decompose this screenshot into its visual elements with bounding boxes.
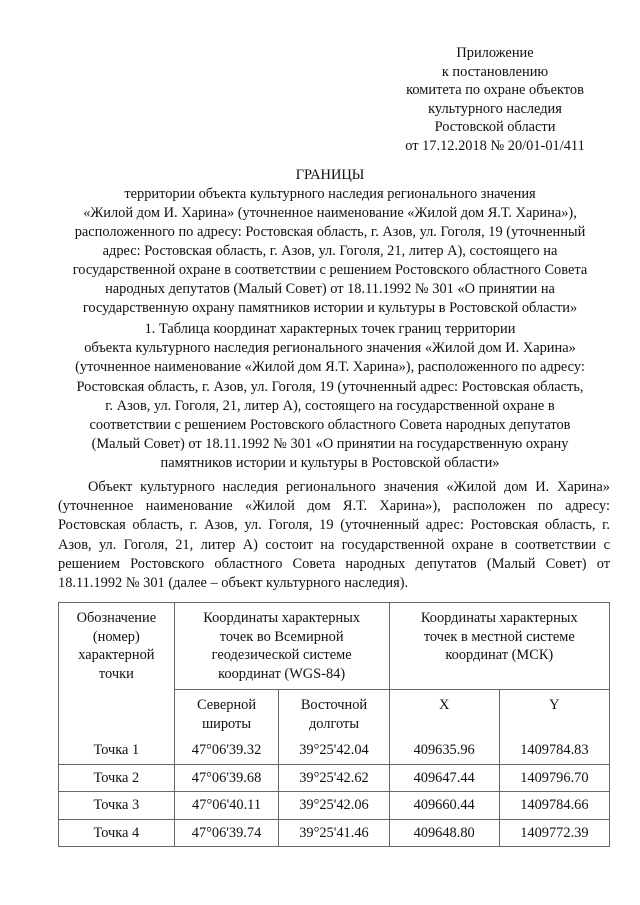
body-paragraph: Объект культурного наследия регионального значения «Жилой дом И. Харина» (уточненное наименование «Жилой дом Я.Т. Харина»), расположен по адресу: Ростовская область, г. Азов, ул. Гоголя, 19 (уточненный адрес: Ростовская область, г. Азов, ул. Гоголя, 21, литер А) состоит на государственной охране в соответствии с решением Ростовского областного Совета народных депутатов (Малый Совет) от 18.11.1992 № 301 (далее – объект культурного наследия). — [58, 479, 610, 592]
section-line: 1. Таблица координат характерных точек границ территории — [144, 321, 516, 337]
header-text: Координаты характерных — [203, 610, 361, 626]
title-line: государственную охрану памятников истории и культуры в Ростовской области» — [82, 300, 578, 316]
table-header-row — [59, 603, 610, 690]
header-text: Обозначение — [76, 610, 157, 626]
title-line: расположенного по адресу: Ростовская область, г. Азов, ул. Гоголя, 19 (уточненный — [74, 224, 586, 240]
body-paragraph-block — [58, 478, 610, 593]
cell-north: 47°06'39.74 — [174, 819, 279, 847]
table-row — [59, 792, 610, 820]
header-text: точек в местной системе — [423, 628, 575, 645]
subheader-text: Восточной — [300, 697, 368, 713]
subheader-empty — [59, 690, 175, 738]
cell-x: 409635.96 — [389, 737, 499, 764]
header-msk — [389, 603, 609, 690]
cell-x: 409648.80 — [389, 819, 499, 847]
header-text: координат (WGS-84) — [218, 665, 346, 682]
cell-y: 1409784.66 — [499, 792, 609, 820]
table-row — [59, 737, 610, 764]
header-text: точек во Всемирной — [219, 628, 344, 645]
document-title — [50, 166, 610, 318]
subheader-text: Северной — [197, 697, 257, 713]
cell-east: 39°25'41.46 — [279, 819, 389, 847]
table-row — [59, 764, 610, 792]
table-row — [59, 819, 610, 847]
cell-y: 1409772.39 — [499, 819, 609, 847]
title-line: адрес: Ростовская область, г. Азов, ул. Гоголя, 21, литер А), состоящего на — [102, 243, 558, 259]
header-text: (номер) — [92, 628, 140, 645]
subheader-x: X — [389, 690, 499, 738]
cell-point: Точка 1 — [59, 737, 175, 764]
title-line: территории объекта культурного наследия регионального значения — [124, 186, 536, 202]
subheader-north — [174, 690, 279, 738]
appendix-line: комитета по охране объектов — [406, 82, 584, 99]
cell-north: 47°06'40.11 — [174, 792, 279, 820]
header-text: координат (МСК) — [445, 647, 554, 663]
appendix-block — [390, 44, 600, 156]
cell-north: 47°06'39.68 — [174, 764, 279, 792]
subheader-text: долготы — [308, 715, 359, 732]
cell-x: 409660.44 — [389, 792, 499, 820]
title-line: «Жилой дом И. Харина» (уточненное наименование «Жилой дом Я.Т. Харина»), — [83, 205, 577, 221]
appendix-line: Ростовской области — [434, 119, 556, 136]
subheader-east — [279, 690, 389, 738]
appendix-line: Приложение — [456, 45, 534, 61]
cell-point: Точка 3 — [59, 792, 175, 820]
cell-x: 409647.44 — [389, 764, 499, 792]
appendix-line: культурного наследия — [428, 100, 562, 117]
appendix-line: от 17.12.2018 № 20/01-01/411 — [405, 137, 585, 154]
header-text: точки — [98, 665, 134, 682]
header-text: характерной — [78, 647, 155, 663]
cell-y: 1409796.70 — [499, 764, 609, 792]
section-line: (Малый Совет) от 18.11.1992 № 301 «О принятии на государственную охрану — [91, 436, 569, 453]
appendix-line: к постановлению — [441, 63, 549, 80]
subheader-y: Y — [499, 690, 609, 738]
cell-point: Точка 4 — [59, 819, 175, 847]
title-heading: ГРАНИЦЫ — [295, 167, 365, 183]
cell-east: 39°25'42.62 — [279, 764, 389, 792]
header-wgs — [174, 603, 389, 690]
coordinates-table — [58, 602, 610, 847]
subheader-text: широты — [202, 715, 252, 732]
section-line: памятников истории и культуры в Ростовской области» — [160, 455, 500, 472]
cell-y: 1409784.83 — [499, 737, 609, 764]
section-line: объекта культурного наследия регионального значения «Жилой дом И. Харина» — [84, 340, 576, 357]
section-title — [50, 320, 610, 474]
section-line: г. Азов, ул. Гоголя, 21, литер А), состоящего на государственной охране в — [105, 397, 555, 414]
title-line: государственной охране в соответствии с решением Ростовского областного Совета — [72, 262, 588, 278]
cell-east: 39°25'42.06 — [279, 792, 389, 820]
section-line: соответствии с решением Ростовского областного Совета народных депутатов — [89, 417, 571, 434]
header-text: геодезической системе — [211, 647, 352, 663]
header-text: Координаты характерных — [420, 610, 578, 626]
section-line: Ростовская область, г. Азов, ул. Гоголя, 19 (уточненный адрес: Ростовская область, — [76, 378, 584, 395]
cell-north: 47°06'39.32 — [174, 737, 279, 764]
table-subheader-row — [59, 690, 610, 738]
section-line: (уточненное наименование «Жилой дом Я.Т. Харина»), расположенного по адресу: — [75, 359, 585, 376]
title-line: народных депутатов (Малый Совет) от 18.11.1992 № 301 «О принятии на — [105, 281, 555, 297]
cell-point: Точка 2 — [59, 764, 175, 792]
cell-east: 39°25'42.04 — [279, 737, 389, 764]
header-designation — [59, 603, 175, 690]
